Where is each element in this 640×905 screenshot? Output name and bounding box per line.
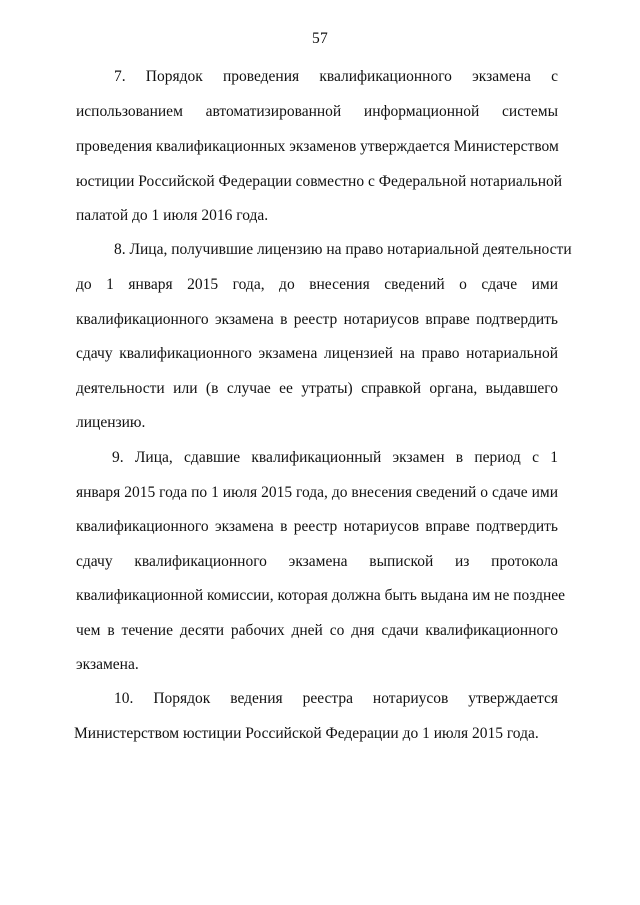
paragraph-line: проведения квалификационных экзаменов утверждается Министерством bbox=[76, 138, 559, 155]
paragraph-line: января 2015 года по 1 июля 2015 года, до внесения сведений о сдаче ими bbox=[76, 484, 558, 501]
paragraph-line: палатой до 1 июля 2016 года. bbox=[76, 207, 269, 224]
paragraph-line: квалификационного экзамена в реестр нотариусов вправе подтвердить bbox=[76, 518, 558, 535]
paragraph-line: 10. Порядок ведения реестра нотариусов утверждается bbox=[114, 690, 558, 707]
paragraph-line: Министерством юстиции Российской Федерации до 1 июля 2015 года. bbox=[74, 725, 539, 742]
paragraph-line: квалификационного экзамена в реестр нотариусов вправе подтвердить bbox=[76, 311, 558, 328]
paragraph-line: 7. Порядок проведения квалификационного экзамена с bbox=[114, 68, 558, 85]
paragraph-line: до 1 января 2015 года, до внесения сведений о сдаче ими bbox=[76, 276, 558, 293]
paragraph-line: лицензию. bbox=[76, 414, 146, 431]
page-number: 57 bbox=[311, 30, 329, 47]
paragraph-line: сдачу квалификационного экзамена выпиской из протокола bbox=[76, 553, 558, 570]
paragraph-line: чем в течение десяти рабочих дней со дня сдачи квалификационного bbox=[76, 622, 558, 639]
paragraph-line: квалификационной комиссии, которая должна быть выдана им не позднее bbox=[76, 587, 566, 604]
paragraph-line: деятельности или (в случае ее утраты) справкой органа, выдавшего bbox=[76, 380, 558, 397]
paragraph-line: использованием автоматизированной информационной системы bbox=[76, 103, 558, 120]
paragraph-line: юстиции Российской Федерации совместно с Федеральной нотариальной bbox=[76, 173, 563, 190]
paragraph-line: экзамена. bbox=[76, 656, 139, 673]
paragraph-line: 9. Лица, сдавшие квалификационный экзамен в период с 1 bbox=[112, 449, 558, 466]
paragraph-line: сдачу квалификационного экзамена лицензией на право нотариальной bbox=[76, 345, 558, 362]
paragraph-line: 8. Лица, получившие лицензию на право нотариальной деятельности bbox=[114, 241, 572, 258]
